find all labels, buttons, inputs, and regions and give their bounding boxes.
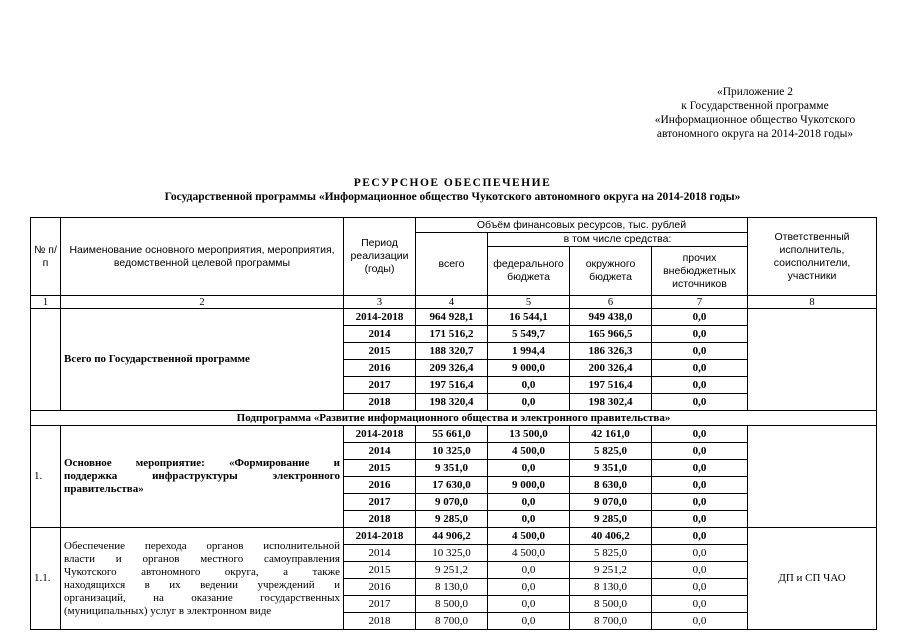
total-cell: 964 928,1 (416, 309, 488, 326)
district-cell: 198 302,4 (570, 394, 652, 411)
total-cell: 209 326,4 (416, 360, 488, 377)
other-cell: 0,0 (652, 377, 748, 394)
appendix-line-2: к Государственной программе (681, 100, 829, 112)
header-num: № п/п (31, 218, 61, 296)
total-cell: 10 325,0 (416, 545, 488, 562)
period-cell: 2016 (344, 477, 416, 494)
other-cell: 0,0 (652, 511, 748, 528)
other-cell: 0,0 (652, 309, 748, 326)
district-cell: 8 500,0 (570, 596, 652, 613)
measure1-name-line: Основное мероприятие: «Формирование и (64, 457, 340, 469)
column-number: 4 (416, 296, 488, 309)
other-cell: 0,0 (652, 394, 748, 411)
total-label: Всего по Государственной программе (61, 309, 344, 411)
total-cell: 8 130,0 (416, 579, 488, 596)
other-cell: 0,0 (652, 596, 748, 613)
column-number: 2 (61, 296, 344, 309)
total-cell: 17 630,0 (416, 477, 488, 494)
federal-cell: 0,0 (488, 562, 570, 579)
measure11-name-line: находящихся в их ведении учреждений и (64, 578, 340, 591)
period-cell: 2015 (344, 562, 416, 579)
district-cell: 40 406,2 (570, 528, 652, 545)
table-row (31, 528, 877, 545)
federal-cell: 4 500,0 (488, 545, 570, 562)
header-period: Период реализации (годы) (344, 218, 416, 296)
other-cell: 0,0 (652, 579, 748, 596)
total-cell: 9 351,0 (416, 460, 488, 477)
header-volume: Объём финансовых ресурсов, тыс. рублей (416, 218, 748, 233)
district-cell: 9 251,2 (570, 562, 652, 579)
district-cell: 200 326,4 (570, 360, 652, 377)
table-row (31, 309, 877, 326)
period-cell: 2014 (344, 545, 416, 562)
period-cell: 2014-2018 (344, 426, 416, 443)
federal-cell: 4 500,0 (488, 528, 570, 545)
total-cell: 171 516,2 (416, 326, 488, 343)
appendix-note (620, 85, 890, 141)
federal-cell: 0,0 (488, 394, 570, 411)
appendix-line-3: «Информационное общество Чукотского (654, 114, 856, 126)
other-cell: 0,0 (652, 326, 748, 343)
column-number: 1 (31, 296, 61, 309)
measure1-responsible-cell (748, 426, 877, 528)
federal-cell: 1 994,4 (488, 343, 570, 360)
appendix-line-4: автономного округа на 2014-2018 годы» (656, 128, 854, 140)
period-cell: 2014-2018 (344, 309, 416, 326)
measure11-name-line: организаций, на оказание государственных (64, 591, 340, 604)
period-cell: 2018 (344, 613, 416, 630)
period-cell: 2016 (344, 579, 416, 596)
total-cell: 9 251,2 (416, 562, 488, 579)
total-num-cell (31, 309, 61, 411)
district-cell: 9 285,0 (570, 511, 652, 528)
measure11-name-line: Обеспечение перехода органов исполнительной (64, 539, 340, 552)
federal-cell: 0,0 (488, 494, 570, 511)
period-cell: 2014 (344, 443, 416, 460)
measure11-name-line: (муниципальных) услуг в электронном виде (64, 604, 272, 617)
header-name: Наименование основного мероприятия, мероприятия, ведомственной целевой программы (61, 218, 344, 296)
measure11-num: 1.1. (31, 528, 61, 630)
header-total: всего (416, 233, 488, 296)
federal-cell: 16 544,1 (488, 309, 570, 326)
total-cell: 197 516,4 (416, 377, 488, 394)
document-subtitle: Государственной программы «Информационное общество Чукотского автономного округа на 2014-2018 годы» (164, 191, 741, 203)
district-cell: 9 351,0 (570, 460, 652, 477)
document-title: РЕСУРСНОЕ ОБЕСПЕЧЕНИЕ (353, 177, 552, 189)
period-cell: 2015 (344, 343, 416, 360)
district-cell: 9 070,0 (570, 494, 652, 511)
federal-cell: 0,0 (488, 511, 570, 528)
district-cell: 8 130,0 (570, 579, 652, 596)
other-cell: 0,0 (652, 343, 748, 360)
district-cell: 165 966,5 (570, 326, 652, 343)
measure1-name (61, 426, 344, 528)
appendix-line-1: «Приложение 2 (716, 86, 794, 98)
other-cell: 0,0 (652, 528, 748, 545)
measure1-name-line: поддержка инфраструктуры электронного (64, 470, 340, 482)
header-federal: федерального бюджета (488, 247, 570, 296)
header-including: в том числе средства: (488, 233, 748, 247)
federal-cell: 4 500,0 (488, 443, 570, 460)
period-cell: 2016 (344, 360, 416, 377)
measure11-name-line: власти и органов местного самоуправления (64, 552, 340, 565)
period-cell: 2018 (344, 394, 416, 411)
other-cell: 0,0 (652, 360, 748, 377)
total-cell: 55 661,0 (416, 426, 488, 443)
federal-cell: 0,0 (488, 596, 570, 613)
column-number: 8 (748, 296, 877, 309)
column-number: 3 (344, 296, 416, 309)
other-cell: 0,0 (652, 613, 748, 630)
federal-cell: 0,0 (488, 460, 570, 477)
total-cell: 198 320,4 (416, 394, 488, 411)
subprogram-title: Подпрограмма «Развитие информационного общества и электронного правительства» (31, 411, 877, 426)
column-number: 6 (570, 296, 652, 309)
total-cell: 10 325,0 (416, 443, 488, 460)
total-cell: 9 070,0 (416, 494, 488, 511)
measure11-name-line: Чукотского автономного округа, а также (64, 565, 340, 578)
total-responsible-cell (748, 309, 877, 411)
total-cell: 8 500,0 (416, 596, 488, 613)
other-cell: 0,0 (652, 545, 748, 562)
other-cell: 0,0 (652, 426, 748, 443)
total-cell: 188 320,7 (416, 343, 488, 360)
other-cell: 0,0 (652, 443, 748, 460)
other-cell: 0,0 (652, 477, 748, 494)
federal-cell: 13 500,0 (488, 426, 570, 443)
federal-cell: 9 000,0 (488, 477, 570, 494)
district-cell: 8 630,0 (570, 477, 652, 494)
measure11-responsible: ДП и СП ЧАО (748, 528, 877, 630)
total-cell: 44 906,2 (416, 528, 488, 545)
period-cell: 2014-2018 (344, 528, 416, 545)
table-row (31, 426, 877, 443)
period-cell: 2017 (344, 494, 416, 511)
district-cell: 5 825,0 (570, 545, 652, 562)
header-other: прочих внебюджетных источников (652, 247, 748, 296)
district-cell: 5 825,0 (570, 443, 652, 460)
total-cell: 8 700,0 (416, 613, 488, 630)
other-cell: 0,0 (652, 562, 748, 579)
district-cell: 949 438,0 (570, 309, 652, 326)
header-district: окружного бюджета (570, 247, 652, 296)
period-cell: 2014 (344, 326, 416, 343)
district-cell: 197 516,4 (570, 377, 652, 394)
federal-cell: 0,0 (488, 613, 570, 630)
federal-cell: 0,0 (488, 377, 570, 394)
column-number: 5 (488, 296, 570, 309)
total-cell: 9 285,0 (416, 511, 488, 528)
subprogram-row (31, 411, 877, 426)
period-cell: 2018 (344, 511, 416, 528)
other-cell: 0,0 (652, 494, 748, 511)
header-responsible: Ответственный исполнитель, соисполнители, участники (748, 218, 877, 296)
measure11-name (61, 528, 344, 630)
federal-cell: 0,0 (488, 579, 570, 596)
district-cell: 42 161,0 (570, 426, 652, 443)
measure1-name-line: правительства» (64, 483, 144, 495)
resource-table (30, 217, 877, 630)
period-cell: 2017 (344, 377, 416, 394)
period-cell: 2015 (344, 460, 416, 477)
district-cell: 8 700,0 (570, 613, 652, 630)
column-number: 7 (652, 296, 748, 309)
other-cell: 0,0 (652, 460, 748, 477)
measure1-num: 1. (31, 426, 61, 528)
column-numbers-row (31, 296, 877, 309)
period-cell: 2017 (344, 596, 416, 613)
district-cell: 186 326,3 (570, 343, 652, 360)
federal-cell: 5 549,7 (488, 326, 570, 343)
federal-cell: 9 000,0 (488, 360, 570, 377)
